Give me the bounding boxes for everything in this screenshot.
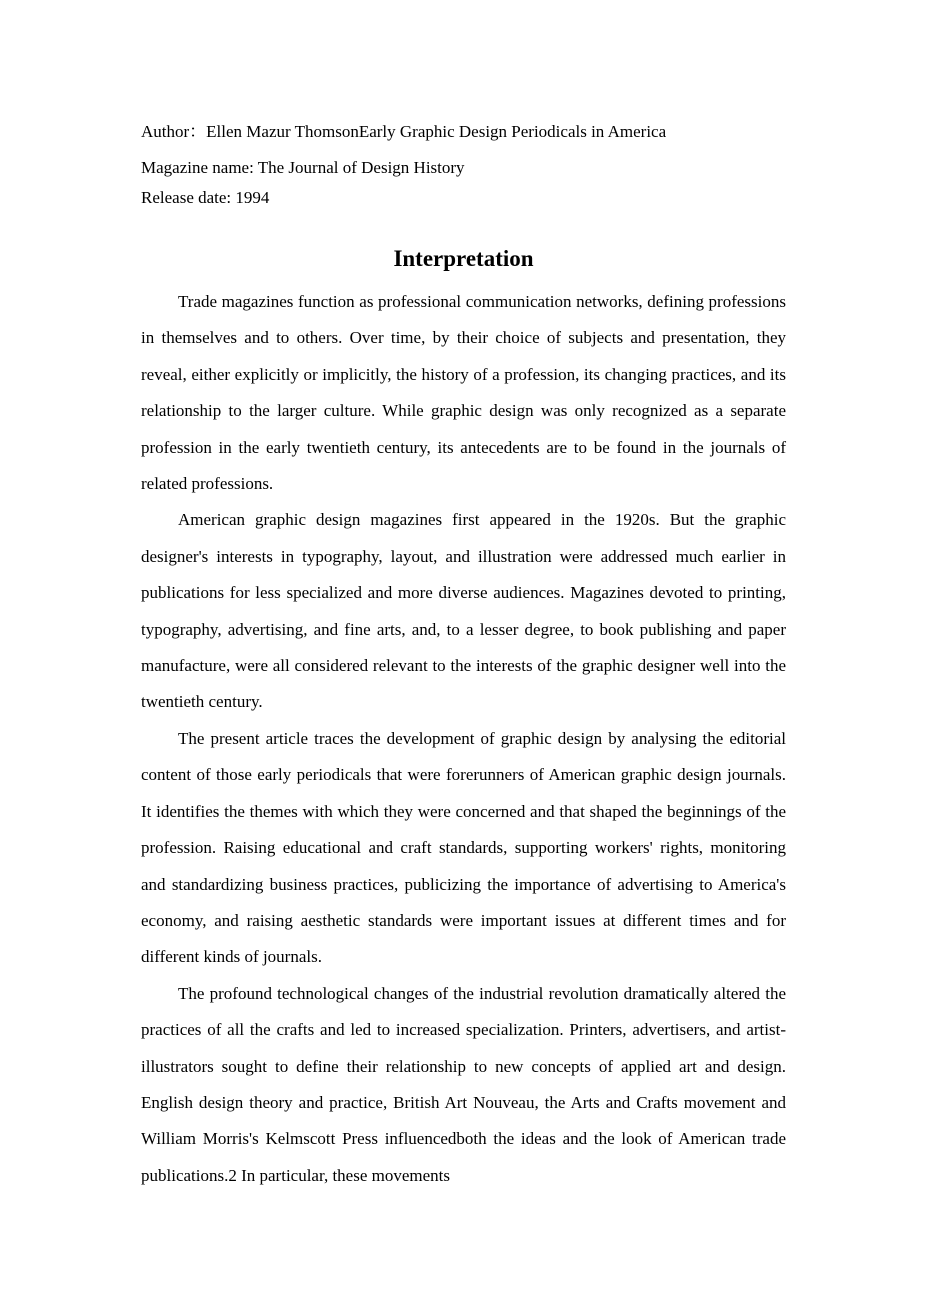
author-line: Author：Ellen Mazur ThomsonEarly Graphic Design Periodicals in America — [141, 122, 667, 141]
body-text — [141, 284, 786, 1194]
magazine-name-line: Magazine name: The Journal of Design History — [141, 158, 465, 177]
paragraph-3: The present article traces the development of graphic design by analysing the editorial content of those early periodicals that were forerunners of American graphic design journals. It identifies the themes with which they were concerned and that shaped the beginnings of the profession. Raising educational and craft standards, supporting workers' rights, monitoring and standardizing business practices, publicizing the importance of advertising to America's economy, and raising aesthetic standards were important issues at different times and for different kinds of journals. — [141, 728, 786, 967]
section-heading: Interpretation — [393, 246, 534, 271]
paragraph-1: Trade magazines function as professional communication networks, defining professions in themselves and to others. Over time, by their choice of subjects and presentation, they reveal, either explicitly or implicitly, the history of a profession, its changing practices, and its relationship to the larger culture. While graphic design was only recognized as a separate profession in the early twentieth century, its antecedents are to be found in the journals of related professions. — [141, 292, 786, 494]
paragraph-2: American graphic design magazines first appeared in the 1920s. But the graphic designer's interests in typography, layout, and illustration were addressed much earlier in publications for less specialized and more diverse audiences. Magazines devoted to printing, typography, advertising, and fine arts, and, to a lesser degree, to book publishing and paper manufacture, were all considered relevant to the interests of the graphic designer well into the twentieth century. — [141, 510, 786, 712]
release-date-line: Release date: 1994 — [141, 188, 270, 207]
paragraph-4: The profound technological changes of the industrial revolution dramatically altered the practices of all the crafts and led to increased specialization. Printers, advertisers, and artist-illustrators sought to define their relationship to new concepts of applied art and design. English design theory and practice, British Art Nouveau, the Arts and Crafts movement and William Morris's Kelmscott Press influencedboth the ideas and the look of American trade publications.2 In particular, these movements — [141, 983, 786, 1185]
